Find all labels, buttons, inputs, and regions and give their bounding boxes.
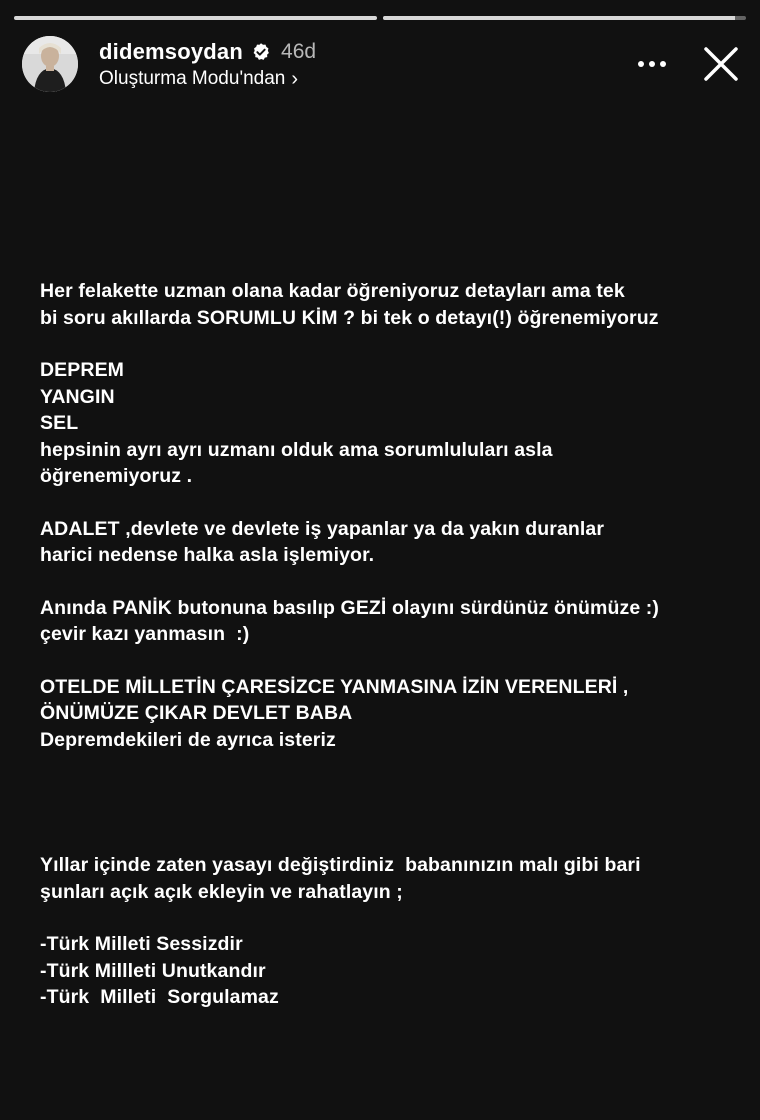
story-meta — [99, 38, 316, 90]
story-paragraph: Anında PANİK butonuna basılıp GEZİ olayını sürdünüz önümüze :) çevir kazı yanmasın :) — [40, 596, 659, 645]
story-source-link[interactable] — [99, 68, 316, 90]
verified-badge-icon — [251, 42, 271, 62]
story-paragraph: OTELDE MİLLETİN ÇARESİZCE YANMASINA İZİN VERENLERİ , ÖNÜMÜZE ÇIKAR DEVLET BABA Depremdekileri de ayrıca isteriz — [40, 675, 629, 751]
more-options-dots — [637, 60, 667, 68]
story-actions — [634, 43, 742, 85]
story-progress-fill — [14, 16, 377, 20]
story-age: 46d — [281, 40, 317, 63]
story-progress-fill — [383, 16, 735, 20]
story-progress-segment — [383, 16, 746, 20]
story-paragraph: ADALET ,devlete ve devlete iş yapanlar ya da yakın duranlar harici nedense halka asla işlemiyor. — [40, 517, 605, 566]
story-paragraph: Her felakette uzman olana kadar öğreniyoruz detayları ama tek bi soru akıllarda SORUMLU KİM ? bi tek o detayı(!) öğrenemiyoruz — [40, 280, 659, 329]
story-paragraph: Yıllar içinde zaten yasayı değiştirdiniz babanınızın malı gibi bari şunları açık açık ekleyin ve rahatlayın ; — [40, 854, 641, 903]
story-progress-bars — [14, 16, 746, 20]
story-paragraph: DEPREM YANGIN SEL hepsinin ayrı ayrı uzmanı olduk ama sorumluluları asla öğrenemiyoruz . — [40, 359, 553, 487]
avatar-image — [22, 36, 78, 92]
story-header — [22, 34, 742, 94]
close-icon[interactable] — [700, 43, 742, 85]
story-progress-segment — [14, 16, 377, 20]
story-text-body — [40, 278, 740, 1011]
chevron-right-icon: › — [291, 68, 299, 90]
story-source-label: Oluşturma Modu'ndan — [99, 68, 286, 89]
more-options-icon[interactable] — [634, 49, 670, 79]
story-paragraph: -Türk Milleti Sessizdir -Türk Millleti Unutkandır -Türk Milleti Sorgulamaz — [40, 933, 279, 1008]
story-user-line — [99, 38, 316, 66]
avatar[interactable] — [22, 36, 78, 92]
username[interactable]: didemsoydan — [99, 39, 244, 64]
